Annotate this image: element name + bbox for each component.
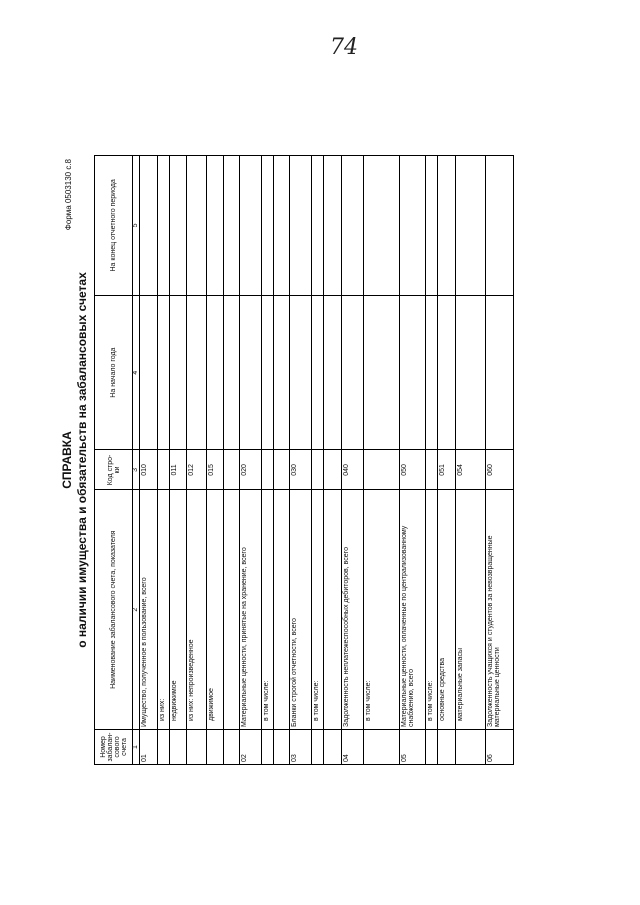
account-cell — [224, 730, 240, 765]
table-row — [400, 156, 426, 765]
start-value-cell[interactable] — [456, 295, 486, 450]
end-value-cell[interactable] — [140, 156, 158, 296]
end-value-cell[interactable] — [158, 156, 170, 296]
header-account-no: Номер забалан-сового счета — [95, 730, 133, 765]
account-cell: 05 — [400, 730, 426, 765]
name-cell — [224, 490, 240, 730]
column-number: 2 — [133, 490, 140, 730]
code-cell: 060 — [486, 450, 514, 490]
table-row — [486, 156, 514, 765]
offbalance-table — [94, 155, 514, 765]
account-cell — [262, 730, 274, 765]
end-value-cell[interactable] — [240, 156, 262, 296]
name-cell: Материальные ценности, принятые на хранение, всего — [240, 490, 262, 730]
table-row — [140, 156, 158, 765]
account-cell — [170, 730, 187, 765]
start-value-cell[interactable] — [486, 295, 514, 450]
code-cell — [224, 450, 240, 490]
name-cell: в том числе: — [426, 490, 438, 730]
account-cell — [364, 730, 400, 765]
name-cell: в том числе: — [364, 490, 400, 730]
end-value-cell[interactable] — [342, 156, 364, 296]
start-value-cell[interactable] — [274, 295, 290, 450]
account-cell — [187, 730, 207, 765]
page-number: 74 — [330, 35, 358, 60]
table-row — [324, 156, 342, 765]
end-value-cell[interactable] — [290, 156, 312, 296]
account-cell: 06 — [486, 730, 514, 765]
end-value-cell[interactable] — [364, 156, 400, 296]
start-value-cell[interactable] — [170, 295, 187, 450]
name-cell: материальные запасы — [456, 490, 486, 730]
start-value-cell[interactable] — [158, 295, 170, 450]
account-cell: 04 — [342, 730, 364, 765]
account-cell — [312, 730, 324, 765]
code-cell: 011 — [170, 450, 187, 490]
name-cell: в том числе: — [262, 490, 274, 730]
account-cell — [158, 730, 170, 765]
header-code: Код стро-ки — [95, 450, 133, 490]
start-value-cell[interactable] — [324, 295, 342, 450]
name-cell: Задолженность неплатежеспособных дебиторов, всего — [342, 490, 364, 730]
name-cell: основные средства — [438, 490, 456, 730]
code-cell: 054 — [456, 450, 486, 490]
table-row — [224, 156, 240, 765]
name-cell: движимое — [207, 490, 224, 730]
table-row — [187, 156, 207, 765]
start-value-cell[interactable] — [224, 295, 240, 450]
table-row — [274, 156, 290, 765]
table-row — [262, 156, 274, 765]
start-value-cell[interactable] — [364, 295, 400, 450]
account-cell: 01 — [140, 730, 158, 765]
account-cell — [426, 730, 438, 765]
name-cell: из них: непроизведенное — [187, 490, 207, 730]
name-cell: из них: — [158, 490, 170, 730]
account-cell — [456, 730, 486, 765]
table-row — [364, 156, 400, 765]
end-value-cell[interactable] — [170, 156, 187, 296]
end-value-cell[interactable] — [456, 156, 486, 296]
code-cell: 050 — [400, 450, 426, 490]
form-label: Форма 0503130 с.8 — [64, 159, 73, 231]
end-value-cell[interactable] — [324, 156, 342, 296]
name-cell: в том числе: — [312, 490, 324, 730]
column-number: 3 — [133, 450, 140, 490]
end-value-cell[interactable] — [207, 156, 224, 296]
start-value-cell[interactable] — [140, 295, 158, 450]
column-number: 5 — [133, 156, 140, 296]
header-name: Наименование забалансового счета, показателя — [95, 490, 133, 730]
start-value-cell[interactable] — [312, 295, 324, 450]
end-value-cell[interactable] — [486, 156, 514, 296]
code-cell: 040 — [342, 450, 364, 490]
header-end: На конец отчетного периода — [95, 156, 133, 296]
table-row — [207, 156, 224, 765]
end-value-cell[interactable] — [312, 156, 324, 296]
start-value-cell[interactable] — [400, 295, 426, 450]
code-cell: 030 — [290, 450, 312, 490]
name-cell: Имущество, полученное в пользование, всего — [140, 490, 158, 730]
name-cell — [274, 490, 290, 730]
start-value-cell[interactable] — [240, 295, 262, 450]
start-value-cell[interactable] — [187, 295, 207, 450]
code-cell — [274, 450, 290, 490]
table-row — [426, 156, 438, 765]
name-cell: Бланки строгой отчетности, всего — [290, 490, 312, 730]
end-value-cell[interactable] — [224, 156, 240, 296]
account-cell — [324, 730, 342, 765]
code-cell — [262, 450, 274, 490]
account-cell — [438, 730, 456, 765]
table-row — [240, 156, 262, 765]
start-value-cell[interactable] — [426, 295, 438, 450]
code-cell — [426, 450, 438, 490]
code-cell: 051 — [438, 450, 456, 490]
end-value-cell[interactable] — [400, 156, 426, 296]
code-cell — [158, 450, 170, 490]
table-row — [170, 156, 187, 765]
table-row — [290, 156, 312, 765]
start-value-cell[interactable] — [290, 295, 312, 450]
end-value-cell[interactable] — [274, 156, 290, 296]
code-cell — [312, 450, 324, 490]
account-cell: 02 — [240, 730, 262, 765]
name-cell — [324, 490, 342, 730]
name-cell: Задолженность учащихся и студентов за невозвращенные материальные ценности — [486, 490, 514, 730]
table-row — [312, 156, 324, 765]
start-value-cell[interactable] — [262, 295, 274, 450]
document-title: СПРАВКА — [60, 431, 74, 489]
table-row — [456, 156, 486, 765]
code-cell: 012 — [187, 450, 207, 490]
header-start: На начало года — [95, 295, 133, 450]
code-cell: 010 — [140, 450, 158, 490]
start-value-cell[interactable] — [342, 295, 364, 450]
code-cell — [324, 450, 342, 490]
end-value-cell[interactable] — [426, 156, 438, 296]
account-cell: 03 — [290, 730, 312, 765]
account-cell — [207, 730, 224, 765]
end-value-cell[interactable] — [187, 156, 207, 296]
end-value-cell[interactable] — [438, 156, 456, 296]
document-subtitle: о наличии имущества и обязательств на забалансовых счетах — [75, 272, 89, 648]
column-number: 4 — [133, 295, 140, 450]
table-row — [158, 156, 170, 765]
start-value-cell[interactable] — [207, 295, 224, 450]
account-cell — [274, 730, 290, 765]
start-value-cell[interactable] — [438, 295, 456, 450]
table-row — [342, 156, 364, 765]
column-number: 1 — [133, 730, 140, 765]
end-value-cell[interactable] — [262, 156, 274, 296]
code-cell: 020 — [240, 450, 262, 490]
name-cell: Материальные ценности, оплаченные по централизованному снабжению, всего — [400, 490, 426, 730]
rotated-form — [60, 155, 588, 765]
name-cell: недвижимое — [170, 490, 187, 730]
table-row — [438, 156, 456, 765]
code-cell: 015 — [207, 450, 224, 490]
code-cell — [364, 450, 400, 490]
